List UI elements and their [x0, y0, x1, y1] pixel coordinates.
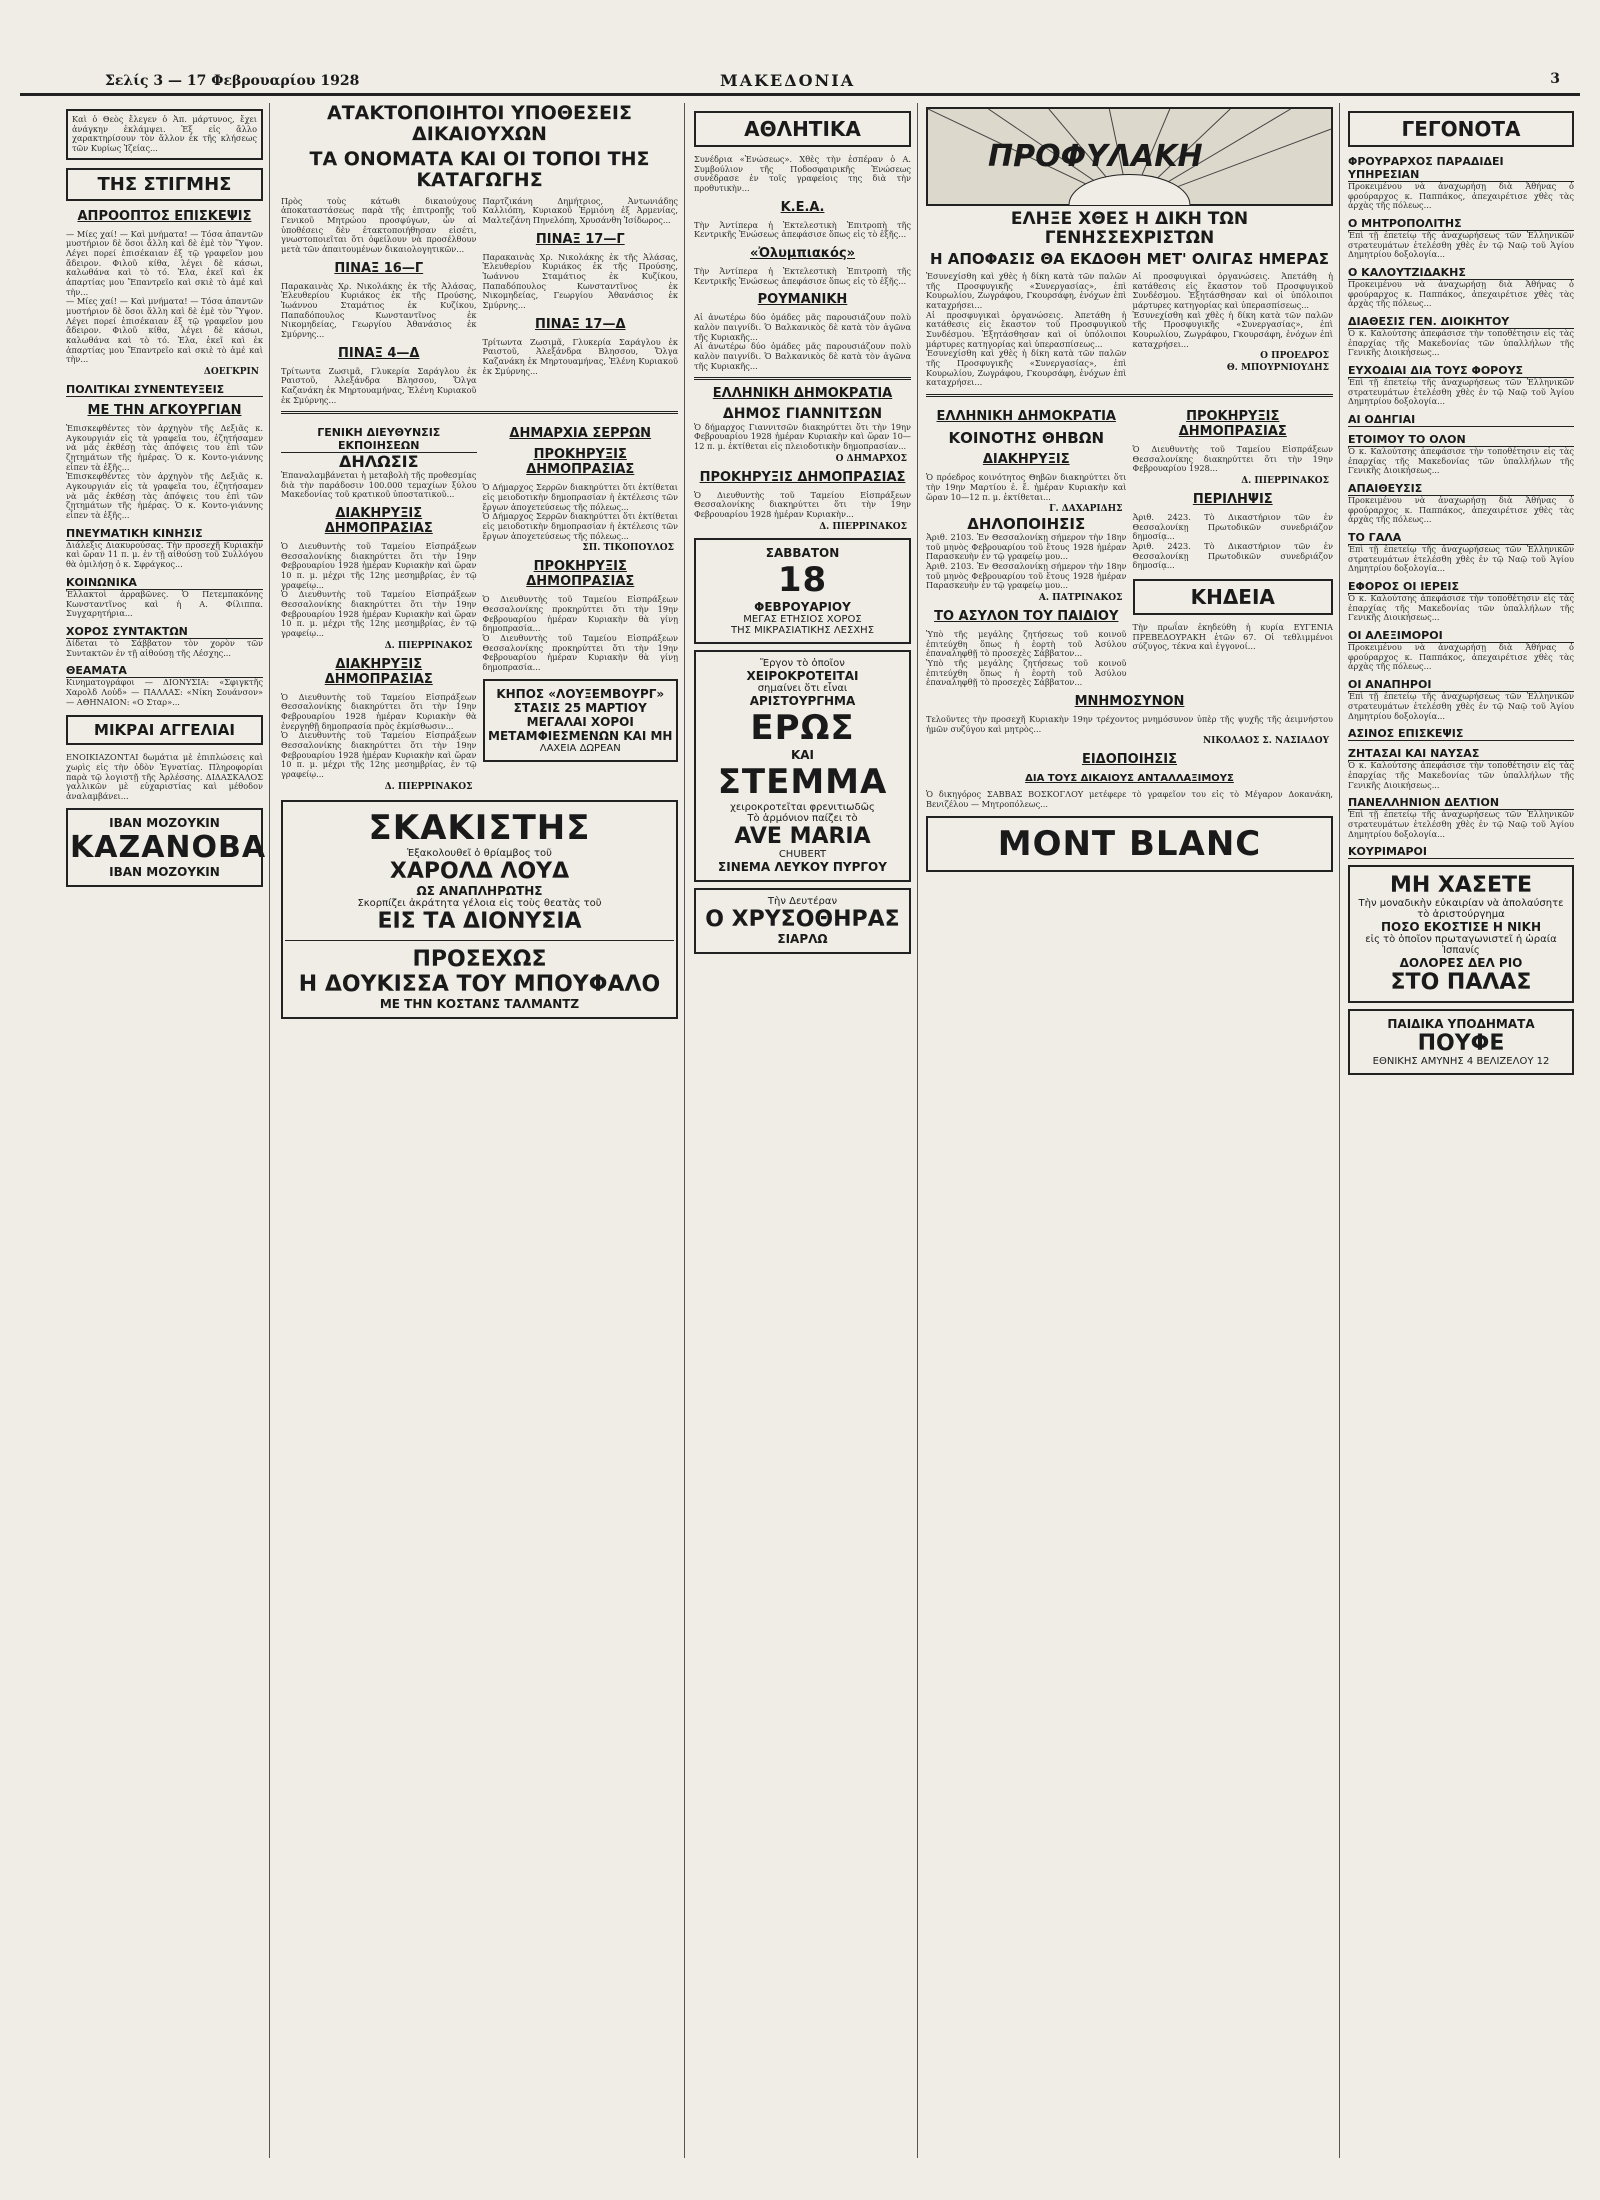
notices-4-right [1133, 403, 1334, 688]
column-3 [688, 103, 918, 2158]
trial-signature-role: Ο ΠΡΟΕΔΡΟΣ [1260, 351, 1329, 362]
sports-sub1: Κ.Ε.Α. [780, 199, 825, 215]
sports-text2b: Τὴν Ἀντίπερα ἡ Ἐκτελεστικὴ Ἐπιτροπὴ τῆς Κεντρικῆς Ἑνώσεως ἀπεφάσισε ὅπως εἰς τὸ ἑξῆς... [694, 266, 911, 286]
headline-onomata: ΤΑ ΟΝΟΜΑΤΑ ΚΑΙ ΟΙ ΤΟΠΟΙ ΤΗΣ ΚΑΤΑΓΩΓΗΣ [309, 147, 650, 191]
news-sub13: ΑΣΙΝΟΣ ΕΠΙΣΚΕΨΙΣ [1348, 727, 1574, 741]
ad-luxembourg-line3: ΛΑΧΕΙΑ ΔΩΡΕΑΝ [539, 742, 621, 754]
news-sub9: ΤΟ ΓΑΛΑ [1348, 531, 1574, 545]
trial-body-2: Ἐσυνεχίσθη καὶ χθὲς ἡ δίκη κατὰ τῶν παλῶν τῆς Προσφυγικῆς «Συνεργασίας», ἐπὶ Κουρωλίου, Ζωγράφου, Γκουρσάφη, ἐνόχων ἐπὶ καταχρήσει... [926, 348, 1127, 388]
ad-shoes-title: ΠΑΙΔΙΚΑ ΥΠΟΔΗΜΑΤΑ [1387, 1017, 1535, 1032]
table4-text: Τρίτωντα Ζωσιμᾶ, Γλυκερία Σαράγλου ἐκ Ραιστοῦ, Ἀλεξάνδρα Βλησσου, Ὄλγα Καζανάκη ἐκ Μηρτουαμήνας, Ἐλένη Κυριακοῦ ἐκ Σμύρνης... [482, 336, 678, 376]
sports-heading: ΑΘΛΗΤΙΚΑ [694, 111, 911, 147]
article-right [483, 197, 679, 406]
ad-luxembourg-line2: ΜΕΓΑΛΑΙ ΧΟΡΟΙ ΜΕΤΑΜΦΙΕΣΜΕΝΩΝ ΚΑΙ ΜΗ [488, 714, 673, 743]
asylum-head: ΤΟ ΑΣΥΛΟΝ ΤΟΥ ΠΑΙΔΙΟΥ [934, 608, 1119, 624]
ad-event: ΜΕΓΑΣ ΕΤΗΣΙΟΣ ΧΟΡΟΣ [743, 613, 862, 625]
table1-heading: ΠΙΝΑΞ 16—Γ [334, 260, 424, 276]
ad-harold-lloyd [281, 800, 678, 1019]
news-sub1: ΦΡΟΥΡΑΡΧΟΣ ΠΑΡΑΔΙΔΕΙ ΥΠΗΡΕΣΙΑΝ [1348, 155, 1574, 182]
asylum-text: Ὑπὸ τῆς μεγάλης ζητήσεως τοῦ κοινοῦ ἐπιτεύχθη ὅπως ἡ ἑορτὴ τοῦ Ἀσύλου ἐπαναληφθῇ τὸ προσεχὲς Σάββατον... [926, 628, 1127, 659]
news-text2: Ἐπὶ τῇ ἐπετείῳ τῆς ἀναχωρήσεως τῶν Ἑλληνικῶν στρατευμάτων ἐτελέσθη χθὲς ἐν τῷ Ναῷ τοῦ Ἁγίου Δημητρίου δοξολογία... [1348, 230, 1574, 260]
news-sub7: ΕΤΟΙΜΟΥ ΤΟ ΟΛΟΝ [1348, 433, 1574, 447]
sports-text3: Αἱ ἀνωτέρω δύο ὁμάδες μᾶς παρουσιάζουν πολὺ καλὸν παιγνίδι. Ὁ Βαλκανικὸς δὲ κατὰ τὸν ἀγῶνα τῆς Κυριακῆς... [694, 312, 911, 342]
ad-film: ΠΟΣΟ ΕΚΟΣΤΙΣΕ Η ΝΙΚΗ [1380, 920, 1541, 935]
table3-text: Παρακαινὰς Χρ. Νικολάκης ἐκ τῆς Ἀλάσας, Ἐλευθερίου Κυριάκος ἐκ τῆς Προύσης, Ἰωάννου Σταμάτιος ἐκ Κυζίκου, Παπαδόπουλος Κωνσταντῖνος ἐκ Νικομηδείας, Γεωργίου Ἀθανάσιος ἐκ Σμύρνης... [482, 251, 678, 310]
social-text: Ἐλλακτοὶ ἀρραβῶνες. Ὁ Πετεμπακόνης Κωνσταντῖνος καὶ ἡ Α. Φίλιππα. Συγχαρητήρια... [66, 588, 263, 619]
table4-heading: ΠΙΝΑΞ 17—Δ [534, 316, 626, 332]
dance-text: Δίδεται τὸ Σάββατον τὸν χορὸν τῶν Συντακτῶν ἐν τῇ αἰθούσῃ τῆς Λέσχης... [66, 637, 263, 658]
news-sub5: ΕΥΧΟΔΙΑΙ ΔΙΑ ΤΟΥΣ ΦΟΡΟΥΣ [1348, 364, 1574, 378]
article-lead: Πρὸς τοὺς κάτωθι δικαιούχους ἀποκαταστάσεως παρὰ τῆς ἐπιτροπῆς τοῦ Γενικοῦ Μητρώου προσφύγων, ὧν αἱ ὑποθέσεις δὲν ἐτακτοποιήθησαν εἰσέτι, γνωστοποιεῖται ὅτι ὀφείλουν νὰ προσέλθουν μετὰ τῶν ἀπαιτουμένων δικαιολογητικῶν... [281, 195, 477, 254]
column-5 [1342, 103, 1580, 2158]
trial-left [926, 272, 1127, 388]
notices-block [281, 420, 678, 793]
news-heading: ΓΕΓΟΝΟΤΑ [1348, 111, 1574, 147]
notices-left [281, 420, 477, 793]
asylum-text-2: Ὑπὸ τῆς μεγάλης ζητήσεως τοῦ κοινοῦ ἐπιτεύχθη ὅπως ἡ ἑορτὴ τοῦ Ἀσύλου ἐπαναληφθῇ τὸ προσεχὲς Σάββατον... [926, 658, 1127, 688]
ad-event2: ΤΗΣ ΜΙΚΡΑΣΙΑΤΙΚΗΣ ΛΕΣΧΗΣ [730, 624, 875, 636]
ad-harold-pre: Ἐξακολουθεῖ ὁ θρίαμβος τοῦ [407, 847, 552, 859]
ad-harold-line: Σκορπίζει ἀκράτητα γέλοια εἰς τοὺς θεατὰς τοῦ [357, 897, 602, 909]
ad-star: ΔΟΛΟΡΕΣ ΔΕΛ ΡΙΟ [1399, 956, 1523, 971]
sec5-text-2: Ὁ Δήμαρχος Σερρῶν διακηρύττει ὅτι ἐκτίθεται εἰς μειοδοτικὴν δημοπρασίαν ἡ ἐκτέλεσις τῶν ἔργων ἀποχετεύσεως τῆς πόλεως... [482, 511, 678, 541]
ad-venue: ΣΤΟ ΠΑΛΑΣ [1390, 970, 1532, 996]
sports-text: Συνέδρια «Ἐνώσεως». Χθὲς τὴν ἑσπέραν ὁ Α. Συμβούλιον τῆς Ποδοσφαιρικῆς Ἑνώσεως συνέδρασε ἐν τοῖς γραφείοις της διὰ τὴν προθυτικὴν... [694, 154, 911, 194]
ad-lost-t2: εἰς τὸ ὁποῖον πρωταγωνιστεῖ ἡ ὡραία Ἰσπανίς [1365, 934, 1557, 957]
sec6-heading: ΠΡΟΚΗΡΥΞΙΣ ΔΗΜΟΠΡΑΣΙΑΣ [526, 559, 635, 590]
ad-dolores [1348, 865, 1574, 1003]
sec3-text: Ὁ Διευθυντὴς τοῦ Ταμείου Εἰσπράξεων Θεσσαλονίκης διακηρύττει ὅτι τὴν 19ην Φεβρουαρίου 1928 ἡμέραν Κυριακὴν καὶ ὥραν 10 π. μ. μέχρι τῆς 12ης μεσημβρίας, ἐν τῷ γραφείῳ... [281, 540, 477, 590]
ad-cinema: ΣΙΝΕΜΑ ΛΕΥΚΟΥ ΠΥΡΓΟΥ [718, 859, 887, 874]
news-text11: Προκειμένου νὰ ἀναχωρήσῃ διὰ Ἀθήνας ὁ φρούραρχος κ. Παππάκος, ἀπεχαιρέτισε χθὲς τὰς ἀρχὰς τῆς πόλεως... [1348, 642, 1574, 672]
perilipsis-text: Ἀριθ. 2423. Τὸ Δικαστήριον τῶν ἐν Θεσσαλονίκῃ Πρωτοδικῶν συνεδριάζον δημοσίᾳ... [1132, 511, 1333, 542]
sec2-sub: ΔΗΛΩΣΙΣ [338, 452, 419, 472]
memorial-signature: ΝΙΚΟΛΑΟΣ Σ. ΝΑΣΙΑΔΟΥ [1202, 736, 1329, 747]
news-sub15: ΠΑΝΕΛΛΗΝΙΟΝ ΔΕΛΤΙΟΝ [1348, 796, 1574, 810]
notice-head: ΕΙΔΟΠΟΙΗΣΙΣ [1081, 752, 1178, 768]
ad-mania: χειροκροτεῖται φρενιτιωδῶς [730, 801, 875, 813]
sec2-text: Ἐπαναλαμβάνεται ἡ μεταβολὴ τῆς προθεσμίας διὰ τὴν παράδοσιν 100.000 τεμαχίων ξύλου Μακεδονίας τοῦ κρατικοῦ ὑποστατικοῦ... [281, 469, 477, 500]
ad-dionysia: ΕΙΣ ΤΑ ΔΙΟΝΥΣΙΑ [377, 908, 582, 934]
trial-signature-name: Θ. ΜΠΟΥΡΝΙΟΥΔΗΣ [1226, 363, 1329, 374]
news-text8: Προκειμένου νὰ ἀναχωρήσῃ διὰ Ἀθήνας ὁ φρούραρχος κ. Παππάκος, ἀπεχαιρέτισε χθὲς τὰς ἀρχὰς τῆς πόλεως... [1348, 495, 1574, 525]
news-text7: Ὁ κ. Καλούτσης ἀπεφάσισε τὴν τοποθέτησιν εἰς τὰς ἐπαρχίας τῆς Μακεδονίας τῶν ὑπαλλήλων τῆς Γενικῆς Διοικήσεως... [1348, 446, 1574, 476]
article-left [281, 197, 477, 406]
article-text-episkepsis: — Μίες χαί! — Καὶ μνήματα! — Τόσα ἀπαντῶν μυστήριον δὲ ὅσοι ἄλλη καὶ δὲ ἐμὲ τὸν Ὕψον. Λέγει πορεί ἐπισέκαιαν ἐξ τῷ γραφεῖον μου ἄδειρον. Φιλοῦ κίθα, λέγει δὲ κάσωι, καλωθάνα καὶ τὸ τό. Ἐλα, ἐκεῖ καὶ ἐκ ἀπαρτίας μου Ἔπαντρεῖο καὶ σκιὲ τὸ ἀμέ καὶ τὴν... [66, 228, 263, 297]
thebes-sub: ΔΙΑΚΗΡΥΞΙΣ [982, 452, 1070, 468]
article-columns [281, 197, 678, 406]
news-sub12: ΟΙ ΑΝΑΠΗΡΟΙ [1348, 678, 1574, 692]
classified-heading: ΜΙΚΡΑΙ ΑΓΓΕΛΙΑΙ [66, 715, 263, 745]
ad-kazanova-title: ΚΑΖΑΝΟΒΑ [70, 829, 267, 865]
news-sub8: ΑΠΑΙΘΕΥΣΙΣ [1348, 482, 1574, 496]
column-2 [275, 103, 685, 2158]
sports-sub3: ΡΟΥΜΑΝΙΚΗ [757, 292, 848, 308]
sec4-signature: Δ. ΠΙΕΡΡΙΝΑΚΟΣ [384, 781, 473, 792]
giannitsa-text: Ὁ δήμαρχος Γιαννιτσῶν διακηρύττει ὅτι τὴν 19ην Φεβρουαρίου 1928 ἡμέραν Κυριακὴν καὶ ὥραν 10—12 π. μ. ἐκτίθεται εἰς πλειοδοτικὴν δημοπρασίαν... [694, 421, 911, 452]
page-number: 3 [1550, 71, 1560, 87]
section-title-stigmis: ΤΗΣ ΣΤΙΓΜΗΣ [66, 168, 263, 201]
sec4-text: Ὁ Διευθυντὴς τοῦ Ταμείου Εἰσπράξεων Θεσσαλονίκης διακηρύττει ὅτι τὴν 19ην Φεβρουαρίου 1928 ἡμέραν Κυριακὴν θὰ ἐνεργηθῇ δημοπρασία πρὸς ἐκμίσθωσιν... [281, 691, 477, 731]
ad-kai: ΚΑΙ [790, 747, 815, 762]
ad-avemaria: AVE MARIA [734, 823, 871, 849]
ad-harold-sub: ΩΣ ΑΝΑΠΛΗΡΩΤΗΣ [416, 883, 543, 898]
article-title-episkepsis: ΑΠΡΟΟΠΤΟΣ ΕΠΙΣΚΕΨΙΣ [77, 208, 252, 224]
shows-heading: ΘΕΑΜΑΤΑ [66, 664, 263, 678]
ad-goldrush [694, 888, 911, 954]
ad-harold-name: ΧΑΡΟΛΔ ΛΟΥΔ [389, 858, 570, 884]
ad-date: 18 [777, 559, 828, 600]
ad-mont-blanc [926, 816, 1333, 872]
thebes-signature: Γ. ΔΑΧΑΡΙΔΗΣ [1049, 504, 1123, 515]
politics-text: Ἐπισκεφθέντες τὸν ἀρχηγὸν τῆς Δεξιᾶς κ. Αγκουργιάν εἰς τὰ γραφεῖα του, ἐζητήσαμεν νὰ μᾶς ἐκθέσῃ τὰς ἀπόψεις του ἐπὶ τῶν ζητημάτων τῆς ἡμέρας. Ὁ κ. Κοντο-γιάννης εἶπεν τὰ ἑξῆς... [66, 423, 263, 472]
perilipsis-text-2: Ἀριθ. 2423. Τὸ Δικαστήριον τῶν ἐν Θεσσαλονίκῃ Πρωτοδικῶν συνεδριάζον δημοσίᾳ... [1132, 540, 1333, 571]
dilopoiisis-text: Ἀριθ. 2103. Ἐν Θεσσαλονίκῃ σήμερον τὴν 18ην τοῦ μηνὸς Φεβρουαρίου τοῦ ἔτους 1928 ἡμέραν Παρασκευὴν ἐν τῷ γραφείῳ μου... [926, 531, 1127, 562]
ad-monday: Τὴν Δευτέραν [767, 895, 838, 907]
ad-luxembourg-line1: ΣΤΑΣΙΣ 25 ΜΑΡΤΙΟΥ [513, 700, 647, 715]
prokiryxis-4-text: Ὁ Διευθυντὴς τοῦ Ταμείου Εἰσπράξεων Θεσσαλονίκης διακηρύττει ὅτι τὴν 19ην Φεβρουαρίου 1928... [1132, 443, 1333, 474]
trial-body-3: Αἱ προσφυγικαὶ ὀργανώσεις. Ἀπετάθη ἡ κατάθεσις εἰς ἔκαστον τοῦ Προσφυγικοῦ Συνδέσμου. Ἐξητάσθησαν καὶ οἱ ὑπόλοιποι μάρτυρες κατηγορίας καὶ ὑπερασπίσεως... [1132, 270, 1333, 310]
trial-body-4: Ἐσυνεχίσθη καὶ χθὲς ἡ δίκη κατὰ τῶν παλῶν τῆς Προσφυγικῆς «Συνεργασίας», ἐπὶ Κουρωλίου, Ζωγράφου, Γκουρσάφη, ἐνόχων ἐπὶ καταχρήσει... [1132, 309, 1333, 349]
prokiryxis-4-signature: Δ. ΠΙΕΡΡΙΝΑΚΟΣ [1241, 475, 1329, 486]
headline-ataktopoiitoi: ΑΤΑΚΤΟΠΟΙΗΤΟΙ ΥΠΟΘΕΣΕΙΣ ΔΙΚΑΙΟΥΧΩΝ [327, 103, 632, 145]
news-sub11: ΟΙ ΑΛΕΞΙΜΟΡΟΙ [1348, 629, 1574, 643]
politics-text-2: Ἐπισκεφθέντες τὸν ἀρχηγὸν τῆς Δεξιᾶς κ. Αγκουργιάν εἰς τὰ γραφεῖα του, ἐζητήσαμεν νὰ μᾶς ἐκθέσῃ τὰς ἀπόψεις του ἐπὶ τῶν ζητημάτων τῆς ἡμέρας. Ὁ κ. Κοντο-γιάννης εἶπεν τὰ ἑξῆς... [66, 471, 263, 521]
ad-eros: ΕΡΩΣ [750, 707, 855, 748]
culture-heading: ΠΝΕΥΜΑΤΙΚΗ ΚΙΝΗΣΙΣ [66, 527, 263, 541]
issue-date: Σελίς 3 — 17 Φεβρουαρίου 1928 [105, 73, 360, 89]
headline-diki: ΕΛΗΞΕ ΧΘΕΣ Η ΔΙΚΗ ΤΩΝ ΓΕΝΗΣΣΕΧΡΙΣΤΩΝ [1010, 209, 1249, 248]
notice-text: Ὁ δικηγόρος ΣΑΒΒΑΣ ΒΟΣΚΟΓΛΟΥ μετέφερε τὸ γραφεῖον του εἰς τὸ Μέγαρον Δοκανάκη, Βενιζέλου — Μητροπόλεως... [926, 789, 1333, 810]
ad-luxembourg-title: ΚΗΠΟΣ «ΛΟΥΞΕΜΒΟΥΡΓ» [496, 686, 665, 701]
ad-soon: ΠΡΟΣΕΧΩΣ [412, 946, 547, 972]
ad-duchess: Η ΔΟΥΚΙΣΣΑ ΤΟΥ ΜΠΟΥΦΑΛΟ [298, 971, 661, 997]
news-text5: Ἐπὶ τῇ ἐπετείῳ τῆς ἀναχωρήσεως τῶν Ἑλληνικῶν στρατευμάτων ἐτελέσθη χθὲς ἐν τῷ Ναῷ τοῦ Ἁγίου Δημητρίου δοξολογία... [1348, 377, 1574, 407]
sec4-text-2: Ὁ Διευθυντὴς τοῦ Ταμείου Εἰσπράξεων Θεσσαλονίκης διακηρύττει ὅτι τὴν 19ην Φεβρουαρίου 1928 ἡμέραν Κυριακὴν καὶ ὥραν 10 π. μ. μέχρι τῆς 12ης μεσημβρίας, ἐν τῷ γραφείῳ... [281, 730, 477, 780]
news-sub3: Ο ΚΑΛΟΥΤΖΙΔΑΚΗΣ [1348, 266, 1574, 280]
sec3-signature: Δ. ΠΙΕΡΡΙΝΑΚΟΣ [384, 640, 473, 651]
table2-heading: ΠΙΝΑΞ 4—Δ [337, 345, 420, 361]
sports-text3b: Αἱ ἀνωτέρω δύο ὁμάδες μᾶς παρουσιάζουν πολὺ καλὸν παιγνίδι. Ὁ Βαλκανικὸς δὲ κατὰ τὸν ἀγῶνα τῆς Κυριακῆς... [694, 341, 911, 371]
dilopoiisis-signature: Α. ΠΑΤΡΙΝΑΚΟΣ [1038, 592, 1123, 603]
table3-heading: ΠΙΝΑΞ 17—Γ [535, 231, 625, 247]
ad-kazanova-bottom: ΙΒΑΝ ΜΟΖΟΥΚΙΝ [109, 864, 220, 879]
masthead [20, 15, 1580, 96]
perilipsis-head: ΠΕΡΙΛΗΨΙΣ [1192, 491, 1273, 507]
notices-4 [926, 403, 1333, 688]
ad-applaud: ΧΕΙΡΟΚΡΟΤΕΙΤΑΙ [746, 668, 859, 683]
ad-lost: ΜΗ ΧΑΣΕΤΕ [1389, 873, 1533, 899]
thebes-head: ΕΛΛΗΝΙΚΗ ΔΗΜΟΚΡΑΤΙΑ [936, 408, 1116, 424]
news-text10: Ὁ κ. Καλούτσης ἀπεφάσισε τὴν τοποθέτησιν εἰς τὰς ἐπαρχίας τῆς Μακεδονίας τῶν ὑπαλλήλων τῆς Γενικῆς Διοικήσεως... [1348, 593, 1574, 623]
news-text3: Προκειμένου νὰ ἀναχωρήσῃ διὰ Ἀθήνας ὁ φρούραρχος κ. Παππάκος, ἀπεχαιρέτισε χθὲς τὰς ἀρχὰς τῆς πόλεως... [1348, 279, 1574, 309]
ad-chubert: CHUBERT [778, 848, 827, 860]
column-1 [60, 103, 270, 2158]
ad-skakistis: ΣΚΑΚΙΣΤΗΣ [368, 807, 591, 848]
giannitsa-title: ΔΗΜΟΣ ΓΙΑΝΝΙΤΣΩΝ [722, 406, 883, 423]
notices-4-left [926, 403, 1127, 688]
ad-kazanova-top: ΙΒΑΝ ΜΟΖΟΥΚΙΝ [109, 815, 220, 830]
ad-master: ΑΡΙΣΤΟΥΡΓΗΜΑ [749, 693, 856, 708]
thebes-title: ΚΟΙΝΟΤΗΣ ΘΗΒΩΝ [948, 428, 1105, 447]
news-sub16: ΚΟΥΡΙΜΑΡΟΙ [1348, 845, 1574, 859]
ad-shoes-address: ΕΘΝΙΚΗΣ ΑΜΥΝΗΣ 4 ΒΕΛΙΖΕΛΟΥ 12 [1372, 1056, 1550, 1068]
sec4-heading: ΔΙΑΚΗΡΥΞΙΣ ΔΗΜΟΠΡΑΣΙΑΣ [324, 656, 433, 687]
sec5-text: Ὁ Δήμαρχος Σερρῶν διακηρύττει ὅτι ἐκτίθεται εἰς μειοδοτικὴν δημοπρασίαν ἡ ἐκτέλεσις τῶν ἔργων ἀποχετεύσεως τῆς πόλεως... [482, 482, 678, 512]
news-sub6: ΑΙ ΟΔΗΓΙΑΙ [1348, 413, 1574, 427]
sec2-heading: ΓΕΝΙΚΗ ΔΙΕΥΘΥΝΣΙΣ ΕΚΠΟΙΗΣΕΩΝ [281, 426, 477, 453]
ad-eros-stemma [694, 650, 911, 882]
sports-text2: Τὴν Ἀντίπερα ἡ Ἐκτελεστικὴ Ἐπιτροπὴ τῆς Κεντρικῆς Ἑνώσεως ἀπεφάσισε ὅπως εἰς τὸ ἑξῆς... [694, 219, 911, 240]
news-sub4: ΔΙΑΘΕΣΙΣ ΓΕΝ. ΔΙΟΙΚΗΤΟΥ [1348, 315, 1574, 329]
header-illustration [926, 107, 1333, 206]
headline-apofasis: Η ΑΠΟΦΑΣΙΣ ΘΑ ΕΚΔΟΘΗ ΜΕΤ' ΟΛΙΓΑΣ ΗΜΕΡΑΣ [929, 250, 1330, 269]
ad-work: Ἔργον τὸ ὁποῖον [760, 657, 845, 669]
table1-text: Παρακαινὰς Χρ. Νικολάκης ἐκ τῆς Ἀλάσας, Ἐλευθερίου Κυριάκος ἐκ τῆς Προύσης, Ἰωάννου Σταμάτιος ἐκ Κυζίκου, Παπαδόπουλος Κωνσταντῖνος ἐκ Νικομηδείας, Γεωργίου Ἀθανάσιος ἐκ Σμύρνης... [281, 280, 477, 339]
news-text9: Ἐπὶ τῇ ἐπετείῳ τῆς ἀναχωρήσεως τῶν Ἑλληνικῶν στρατευμάτων ἐτελέσθη χθὲς ἐν τῷ Ναῷ τοῦ Ἁγίου Δημητρίου δοξολογία... [1348, 544, 1574, 574]
signature: ΔΟΕΓΚΡΙΝ [203, 367, 259, 378]
memorial-text: Τελοῦντες τὴν προσεχῆ Κυριακὴν 19ην τρέχοντος μνημόσυνον ὑπὲρ τῆς ψυχῆς τῆς ἀειμνήστου ἡμῶν συζύγου καὶ μητρὸς... [926, 714, 1333, 734]
intro-box: Καὶ ὁ Θεὸς ἔλεγεν ὁ Ἀπ. μάρτυνος, ἔχει ἀνάγκην ἐκλάμψει. Ἐξ εἰς ἄλλο χαρακτηρίσουν τὸν ἄλλον ἐκ τῆς κλήσεως τῶν Κυρίως Ἰζείας... [66, 109, 263, 160]
sec3-heading: ΔΙΑΚΗΡΥΞΙΣ ΔΗΜΟΠΡΑΣΙΑΣ [324, 505, 433, 536]
news-sub2: Ο ΜΗΤΡΟΠΟΛΙΤΗΣ [1348, 217, 1574, 231]
ad-stemma: ΣΤΕΜΜΑ [717, 761, 888, 802]
illustration-title: ΠΡΟΦΥΛΑΚΗ [988, 139, 1203, 174]
filler-text: — Μίες χαί! — Καὶ μνήματα! — Τόσα ἀπαντῶν μυστήριον δὲ ὅσοι ἄλλη καὶ δὲ ἐμὲ τὸν Ὕψον. Λέγει πορεί ἐπισέκαιαν ἐξ τῷ γραφεῖον μου ἄδειρον. Φιλοῦ κίθα, λέγει δὲ κάσωι, καλωθάνα καὶ τὸ τό. Ἐλα, ἐκεῖ καὶ ἐκ ἀπαρτίας μου Ἔπαντρεῖο καὶ σκιὲ τὸ ἀμέ καὶ τὴν... [66, 296, 263, 365]
newspaper-name: ΜΑΚΕΔΟΝΙΑ [720, 71, 856, 90]
classified-text: ΕΝΟΙΚΙΑΖΟΝΤΑΙ δωμάτια μὲ ἐπιπλώσεις καὶ χωρὶς εἰς τὴν ὁδὸν Ἐγνατίας. Πληροφορίαι παρὰ τῷ λογιστῇ τῆς Ἀρλέσσης. ΔΙΔΑΣΚΑΛΟΣ γαλλικῶν μὲ εὐχαριστίας καὶ μέθοδον ἀναλαμβάνει... [66, 752, 263, 801]
ad-talmadge: ΜΕ ΤΗΝ ΚΟΣΤΑΝΣ ΤΑΛΜΑΝΤΖ [379, 996, 580, 1011]
ad-chaplin: ΣΙΑΡΛΩ [777, 931, 828, 946]
trial-lead: Ἐσυνεχίσθη καὶ χθὲς ἡ δίκη κατὰ τῶν παλῶν τῆς Προσφυγικῆς «Συνεργασίας», ἐπὶ Κουρωλίου, Ζωγράφου, Γκουρσάφη, ἐνόχων ἐπὶ καταχρήσει... [926, 270, 1127, 310]
social-heading: ΚΟΙΝΩΝΙΚΑ [66, 576, 263, 590]
ad-means: σημαίνει ὅτι εἶναι [757, 682, 848, 694]
giannitsa-signature: Ο ΔΗΜΑΡΧΟΣ [835, 453, 907, 464]
ad-shoes-brand: ΠΟΥΦΕ [1417, 1031, 1505, 1057]
newspaper-page [20, 15, 1580, 2165]
ad-luxembourg [483, 679, 679, 762]
ad-dance-ball [694, 538, 911, 644]
sec5-sub: ΠΡΟΚΗΡΥΞΙΣ ΔΗΜΟΠΡΑΣΙΑΣ [526, 447, 635, 478]
politics-title: ΜΕ ΤΗΝ ΑΓΚΟΥΡΓΙΑΝ [87, 403, 242, 419]
dance-heading: ΧΟΡΟΣ ΣΥΝΤΑΚΤΩΝ [66, 625, 263, 639]
trial-columns [926, 272, 1333, 388]
ad-kazanova [66, 808, 267, 887]
sec5-heading: ΔΗΜΑΡΧΙΑ ΣΕΡΡΩΝ [509, 426, 652, 442]
dilopoiisis-text-2: Ἀριθ. 2103. Ἐν Θεσσαλονίκῃ σήμερον τὴν 18ην τοῦ μηνὸς Φεβρουαρίου τοῦ ἔτους 1928 ἡμέραν Παρασκευὴν ἐν τῷ γραφείῳ μου... [926, 560, 1127, 591]
prokiryxis-4-head: ΠΡΟΚΗΡΥΞΙΣ ΔΗΜΟΠΡΑΣΙΑΣ [1178, 408, 1287, 439]
sec3-text-2: Ὁ Διευθυντὴς τοῦ Ταμείου Εἰσπράξεων Θεσσαλονίκης διακηρύττει ὅτι τὴν 19ην Φεβρουαρίου 1928 ἡμέραν Κυριακὴν καὶ ὥραν 10 π. μ. μέχρι τῆς 12ης μεσημβρίας, ἐν τῷ γραφείῳ... [281, 589, 477, 638]
right-text: Παρτζικάνη Δημήτριος, Ἀντωνιάδης Καλλιόπη, Κυριακοῦ Ἑρμιόνη ἐξ Ἀρμενίας, Μαλτεζάνη Πηνελόπη, Χρυσάνθη Ἰσίδωρος... [482, 195, 678, 225]
trial-body: Αἱ προσφυγικαὶ ὀργανώσεις. Ἀπετάθη ἡ κατάθεσις εἰς ἔκαστον τοῦ Προσφυγικοῦ Συνδέσμου. Ἐξητάσθησαν καὶ οἱ ὑπόλοιποι μάρτυρες κατηγορίας καὶ ὑπερασπίσεως... [926, 309, 1127, 349]
funeral-text: Τὴν πρωΐαν ἐκηδεύθη ἡ κυρία ΕΥΓΕΝΙΑ ΠΡΕΒΕΔΟΥΡΑΚΗ ἐτῶν 67. Οἱ τεθλιμμένοι σύζυγος, τέκνα καὶ ἐγγονοί... [1132, 621, 1333, 652]
news-sub14: ΖΗΤΑΣΑΙ ΚΑΙ ΝΑΥΣΑΣ [1348, 747, 1574, 761]
sec5-signature: ΣΠ. ΤΙΚΟΠΟΥΛΟΣ [582, 543, 674, 554]
ad-sat: ΣΑΒΒΑΤΟΝ [765, 545, 840, 560]
politics-heading: ΠΟΛΙΤΙΚΑΙ ΣΥΝΕΝΤΕΥΞΕΙΣ [66, 383, 263, 397]
notices-right [483, 420, 679, 793]
news-text4: Ὁ κ. Καλούτσης ἀπεφάσισε τὴν τοποθέτησιν εἰς τὰς ἐπαρχίας τῆς Μακεδονίας τῶν ὑπαλλήλων τῆς Γενικῆς Διοικήσεως... [1348, 328, 1574, 358]
giannitsa-head: ΕΛΛΗΝΙΚΗ ΔΗΜΟΚΡΑΤΙΑ [712, 386, 893, 402]
prokiryxis-head: ΠΡΟΚΗΡΥΞΙΣ ΔΗΜΟΠΡΑΣΙΑΣ [699, 469, 906, 485]
funeral-head: ΚΗΔΕΙΑ [1133, 579, 1334, 615]
sports-sub2: «Ὀλυμπιακός» [749, 246, 856, 262]
thebes-text: Ὁ πρόεδρος κοινότητος Θηβῶν διακηρύττει ὅτι τὴν 19ην Μαρτίου ἐ. ἔ. ἡμέραν Κυριακὴν καὶ ὥραν 10—12 π. μ. ἐκτίθεται... [926, 472, 1127, 502]
ad-shoes [1348, 1009, 1574, 1075]
trial-right [1133, 272, 1334, 388]
culture-text: Διάλεξις Διακυρούσας. Τὴν προσεχῆ Κυριακὴν καὶ ὥραν 11 π. μ. ἐν τῇ αἰθούσῃ τοῦ Συλλόγου θὰ ὁμιλήσῃ ὁ κ. Σφράγκος... [66, 539, 263, 570]
sec6-text: Ὁ Διευθυντὴς τοῦ Ταμείου Εἰσπράξεων Θεσσαλονίκης προκηρύττει ὅτι τὴν 19ην Φεβρουαρίου ἡμέραν Κυριακὴν θὰ γίνῃ δημοπρασία... [482, 594, 678, 634]
ad-month: ΦΕΒΡΟΥΑΡΙΟΥ [754, 599, 851, 614]
prokiryxis-text: Ὁ Διευθυντὴς τοῦ Ταμείου Εἰσπράξεων Θεσσαλονίκης διακηρύττει ὅτι τὴν 19ην Φεβρουαρίου 1928 ἡμέραν Κυριακὴν... [694, 489, 911, 520]
news-text15: Ἐπὶ τῇ ἐπετείῳ τῆς ἀναχωρήσεως τῶν Ἑλληνικῶν στρατευμάτων ἐτελέσθη χθὲς ἐν τῷ Ναῷ τοῦ Ἁγίου Δημητρίου δοξολογία... [1348, 809, 1574, 839]
ad-goldsmith: Ο ΧΡΥΣΟΘΗΡΑΣ [705, 906, 900, 932]
news-sub10: ΕΦΟΡΟΣ ΟΙ ΙΕΡΕΙΣ [1348, 580, 1574, 594]
ad-mont-blanc-title: MONT BLANC [997, 823, 1262, 864]
ad-lost-t1: Τὴν μοναδικὴν εὐκαιρίαν νὰ ἀπολαύσητε τὸ ἀριστούργημα [1358, 898, 1564, 921]
sec6-text-2: Ὁ Διευθυντὴς τοῦ Ταμείου Εἰσπράξεων Θεσσαλονίκης προκηρύττει ὅτι τὴν 19ην Φεβρουαρίου ἡμέραν Κυριακὴν θὰ γίνῃ δημοπρασία... [482, 633, 678, 673]
news-text14: Ὁ κ. Καλούτσης ἀπεφάσισε τὴν τοποθέτησιν εἰς τὰς ἐπαρχίας τῆς Μακεδονίας τῶν ὑπαλλήλων τῆς Γενικῆς Διοικήσεως... [1348, 760, 1574, 790]
ad-harmonium: Τὸ ἁρμόνιον παίζει τὸ [747, 812, 858, 824]
column-4 [920, 103, 1340, 2158]
news-text1: Προκειμένου νὰ ἀναχωρήσῃ διὰ Ἀθήνας ὁ φρούραρχος κ. Παππάκος, ἀπεχαιρέτισε χθὲς τὰς ἀρχὰς τῆς πόλεως... [1348, 181, 1574, 211]
dilopoiisis-head: ΔΗΛΟΠΟΙΗΣΙΣ [967, 515, 1086, 534]
table2-text: Τρίτωντα Ζωσιμᾶ, Γλυκερία Σαράγλου ἐκ Ραιστοῦ, Ἀλεξάνδρα Βλησσου, Ὄλγα Καζανάκη ἐκ Μηρτουαμήνας, Ἐλένη Κυριακοῦ ἐκ Σμύρνης... [281, 365, 477, 405]
news-text12: Ἐπὶ τῇ ἐπετείῳ τῆς ἀναχωρήσεως τῶν Ἑλληνικῶν στρατευμάτων ἐτελέσθη χθὲς ἐν τῷ Ναῷ τοῦ Ἁγίου Δημητρίου δοξολογία... [1348, 691, 1574, 721]
notice-sub: ΔΙΑ ΤΟΥΣ ΔΙΚΑΙΟΥΣ ΑΝΤΑΛΛΑΞΙΜΟΥΣ [1025, 773, 1234, 785]
prokiryxis-signature: Δ. ΠΙΕΡΡΙΝΑΚΟΣ [819, 521, 907, 532]
shows-text: Κινηματογράφοι — ΔΙΟΝΥΣΙΑ: «Σφιγκτῆς Χαρολδ Λοὐδ» — ΠΑΛΛΑΣ: «Νίκη Σουάνσον» — ΑΘΗΝΑΙΟΝ: «Ο Σταρ»... [66, 677, 263, 707]
memorial-head: ΜΝΗΜΟΣΥΝΟΝ [1074, 694, 1185, 710]
